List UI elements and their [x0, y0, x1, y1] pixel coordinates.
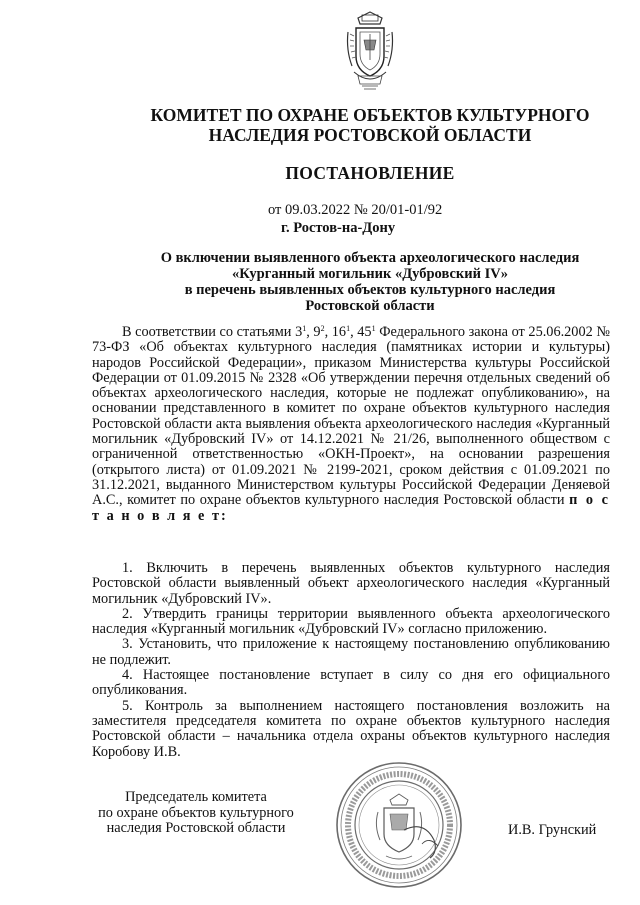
org-line-2: НАСЛЕДИЯ РОСТОВСКОЙ ОБЛАСТИ — [208, 125, 532, 145]
signatory-name: И.В. Грунский — [508, 822, 597, 838]
signatory-position — [86, 790, 306, 837]
official-seal-icon — [334, 760, 464, 890]
preamble-text-2: , 9 — [306, 324, 321, 340]
preamble-text-3: , 16 — [324, 324, 347, 340]
title-line-4: Ростовской области — [305, 298, 435, 314]
footnote-sup-4: 1 — [371, 324, 376, 333]
resolution-items — [92, 561, 610, 760]
resolution-item-1: 1. Включить в перечень выявленных объектов культурного наследия Ростовской области выявленный объект археологического наследия «Курганный могильник «Дубровский IV». — [92, 560, 610, 607]
position-line-1: Председатель комитета — [125, 789, 267, 805]
document-title — [90, 250, 640, 314]
resolution-item-3: 3. Установить, что приложение к настоящему постановлению опубликованию не подлежит. — [92, 636, 610, 668]
resolution-item-4: 4. Настоящее постановление вступает в силу со дня его официального опубликования. — [92, 667, 610, 699]
resolves-word: п о с т а н о в л я е т: — [92, 492, 610, 524]
coat-of-arms-icon — [344, 10, 396, 92]
footnote-sup-3: 1 — [346, 324, 351, 333]
document-type: ПОСТАНОВЛЕНИЕ — [285, 163, 455, 183]
preamble-paragraph — [92, 325, 610, 524]
resolution-item-5: 5. Контроль за выполнением настоящего постановления возложить на заместителя председателя комитета по охране объектов культурного наследия Ростовской области – начальника отдела охраны объектов культурного наследия Коробову И.В. — [92, 697, 610, 760]
title-line-2: «Курганный могильник «Дубровский IV» — [232, 266, 508, 282]
position-line-2: по охране объектов культурного — [98, 804, 294, 821]
footnote-sup-1: 1 — [302, 324, 307, 333]
org-line-1: КОМИТЕТ ПО ОХРАНЕ ОБЪЕКТОВ КУЛЬТУРНОГО — [150, 105, 590, 125]
resolution-item-2: 2. Утвердить границы территории выявленного объекта археологического наследия «Курганный могильник «Дубровский IV» согласно приложению. — [92, 605, 610, 638]
title-line-1: О включении выявленного объекта археологического наследия — [160, 250, 580, 266]
preamble-text-1: В соответствии со статьями 3 — [122, 324, 303, 340]
document-city: г. Ростов-на-Дону — [281, 220, 396, 236]
organization-name — [90, 105, 640, 145]
position-line-3: наследия Ростовской области — [106, 820, 286, 836]
title-line-3: в перечень выявленных объектов культурного наследия — [184, 282, 556, 298]
document-date-number: от 09.03.2022 № 20/01-01/92 — [268, 202, 443, 218]
preamble-text-5: Федерального закона от 25.06.2002 № 73-ФЗ «Об объектах культурного наследия (памятниках истории и культуры) народов Российской Федерации», приказом Министерства культуры Российской Федерации от 01.09.2015 № 2328 «Об утверждении перечня отдельных сведений об объектах археологического наследия, которые не подлежат опубликованию», на основании представленного в комитет по охране объектов культурного наследия Ростовской области акта выявления объекта археологического наследия «Курганный могильник «Дубровский IV» от 14.12.2021 № 21/26, выполненного обществом с ограниченной ответственностью «ОКН-Проект», на основании разрешения (открытого листа) от 01.09.2021 № 2199-2021, сроком действия с 01.09.2021 по 31.12.2021, выданного Министерством культуры Российской Федерации Деняевой А.С., комитет по охране объектов культурного наследия Ростовской области — [92, 324, 611, 509]
preamble-text-4: , 45 — [350, 324, 372, 340]
footnote-sup-2: 2 — [320, 324, 325, 333]
